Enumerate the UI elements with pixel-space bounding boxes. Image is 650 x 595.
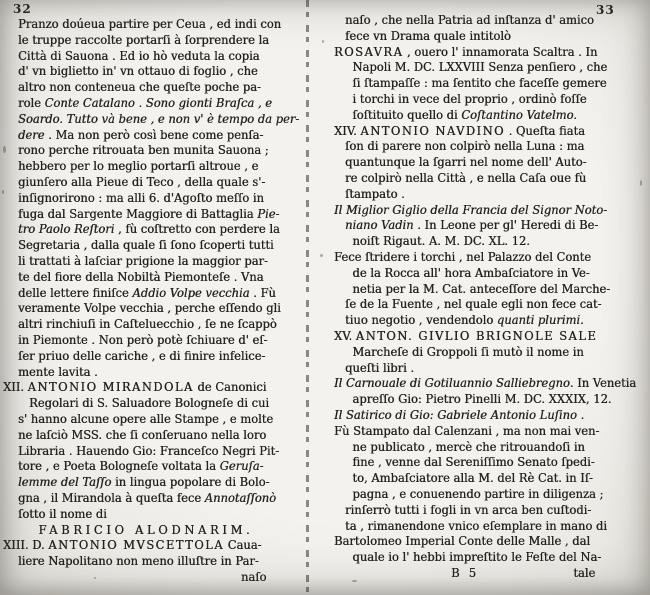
text-line: Libraria . Hauendo Gio: Franceſco Negri Pit- — [18, 442, 280, 458]
text-line: rinſerrò tutti i fogli in vn arca ben cuſtodi- — [345, 501, 592, 517]
text-line: inſignorirono : ma alli 6. d'Agoſto meſſo in — [18, 189, 264, 205]
page-number-left: 32 — [13, 2, 32, 16]
text-line: role Conte Catalano . Sono gionti Braſca , e — [18, 94, 273, 110]
text-line: Il Carnouale di Gotiluannio Salliebregno. In Venetia — [334, 375, 637, 391]
catchword: naſo — [240, 568, 267, 584]
text-line: pagna , e conuenendo partire in diligenza ; — [352, 485, 604, 501]
text-line: to, Ambaſciatore alla M. del Rè Cat. in Iſ- — [352, 470, 593, 486]
text-line: fece vn Drama quale intitolò — [345, 27, 511, 43]
text-line: fine , venne dal Sereniſſimo Senato ſpedi- — [352, 454, 595, 470]
text-line: liere Napolitano non meno illuſtre in Par- — [18, 553, 259, 569]
text-line: Fece ſtridere i torchi , nel Palazzo del Conte — [334, 248, 592, 264]
text-line: li trattati à laſciar prigione la maggior par- — [18, 252, 268, 268]
text-line: Bartolomeo Imperial Conte delle Malle , dal — [334, 533, 591, 549]
text-line: quale io l' hebbi impreſtito le Feſte del Na- — [352, 549, 602, 565]
text-line: dere . Ma non però così bene come penſa- — [18, 126, 264, 142]
page-right-text — [334, 12, 637, 581]
text-line: ſer priuo delle cariche , e di finire infelice- — [18, 347, 266, 363]
page-left-text — [3, 16, 304, 585]
text-line: ne publicato , mercè che ritrouandoſi in — [352, 438, 585, 454]
text-line: tore , e Poeta Bologneſe voltata la Geruſa- — [18, 458, 264, 474]
text-line: fuga dal Sargente Maggiore di Battaglia Pie- — [18, 205, 280, 221]
page-left — [0, 0, 305, 595]
text-line: Napoli M. DC. LXXVIII Senza penſiero , che — [352, 59, 608, 75]
text-line: rono perche ritrouata ben munita Sauona ; — [18, 142, 269, 158]
text-line: gna , il Mirandola à queſta fece Annotaſſonò — [18, 489, 277, 505]
text-line: quantunque la ſgarri nel nome dell' Auto- — [345, 154, 587, 170]
text-line: Marcheſe di Groppoli ſi mutò il nome in — [352, 343, 584, 359]
text-line: i torchi in vece del proprio , ordinò foſſe — [352, 90, 587, 106]
text-line: altri rinchiuſi in Caſteluecchio , ſe ne ſcappò — [18, 316, 277, 332]
text-line: ne laſciò MSS. che ſi conſeruano nella loro — [18, 426, 267, 442]
text-line: niano Vadin . In Leone per gl' Heredi di Be- — [345, 217, 599, 233]
text-line: Pranzo doúeua partire per Ceua , ed indi con — [18, 16, 282, 31]
text-line: veramente Volpe vecchia , perche eſſendo gli — [18, 300, 281, 316]
text-line: noiſt Rigaut. A. M. DC. XL. 12. — [352, 233, 530, 249]
text-line: s' hanno alcune opere alle Stampe , e molte — [18, 410, 274, 426]
text-line: Fù Stampato dal Calenzani , ma non mai ven- — [334, 422, 600, 438]
page-right — [312, 0, 650, 595]
text-line: XIII. D. ANTONIO MVSCETTOLA Caua- — [3, 537, 262, 553]
text-line: Città di Sauona . Ed io hò veduta la copia — [18, 47, 260, 63]
text-line: ſon di parere non colpirò nella Luna : ma — [345, 138, 585, 154]
text-line: ta , rimanendone vnico eſemplare in mano di — [345, 517, 607, 533]
text-line: ROSAVRA , ouero l' innamorata Scaltra . In — [334, 43, 598, 59]
text-line: giunſero alla Pieue di Teco , della quale s'- — [18, 173, 266, 189]
text-line: apreſſo Gio: Pietro Pinelli M. DC. XXXIX, 12. — [352, 391, 612, 407]
text-line: XIV. ANTONIO NAVDINO . Queſta fiata — [334, 122, 585, 138]
text-line: ſotto il nome di — [18, 505, 107, 521]
text-line: d' vn biglietto in' vn ottauo di foglio , che — [18, 63, 258, 79]
text-line: Regolari di S. Saluadore Bologneſe di cui — [29, 395, 270, 411]
text-line: ſtampato . — [345, 185, 405, 201]
text-line: Segretaria , dalla quale ſi ſono ſcoperti tutti — [18, 237, 274, 253]
text-line: re colpirò nella Città , e nella Caſa oue fù — [345, 169, 587, 185]
signature-line: B 5 tale — [451, 564, 596, 580]
text-line: in Piemonte . Non però potè ſchiuare d' eſ- — [18, 331, 268, 347]
text-line: ſi ſtampaſſe : ma ſentito che faceſſe gemere — [352, 75, 607, 91]
text-line: le truppe raccolte portarſi à ſorprendere la — [18, 31, 270, 47]
text-line: hebbero per lo meglio portarſi altroue , e — [18, 158, 259, 174]
text-line: de la Rocca all' hora Ambaſciatore in Ve- — [352, 264, 590, 280]
text-line: XV. ANTON. GIVLIO BRIGNOLE SALE — [334, 327, 598, 343]
text-line: tiuo negotio , vendendolo quanti plurimi. — [345, 312, 584, 328]
text-line: XII. ANTONIO MIRANDOLA de Canonici — [3, 379, 267, 395]
text-line: te del fiore della Nobiltà Piemonteſe . Vna — [18, 268, 264, 284]
text-line: altro non conteneua che queſte poche pa- — [18, 79, 261, 95]
text-line: queſti libri . — [345, 359, 415, 375]
text-line: lemme del Taſſo in lingua popolare di Bolo- — [18, 474, 270, 490]
page-number-right: 33 — [596, 3, 615, 17]
text-line: Il Miglior Giglio della Francia del Signor Noto- — [334, 201, 608, 217]
pseudonym-line: FABRICIO ALODNARIM. — [38, 521, 254, 537]
text-line: mente lavita . — [18, 363, 98, 379]
text-line: ſe de la Fuente , nel quale egli non fece cat- — [345, 296, 602, 312]
text-line: naſo , che nella Patria ad inſtanza d' amico — [345, 12, 594, 27]
text-line: netia per la M. Cat. anteceſſore del Marche- — [352, 280, 611, 296]
text-line: tro Paolo Reſtori , fù coſtretto con perdere la — [18, 221, 280, 237]
text-line: Il Satirico di Gio: Gabriele Antonio Luſino . — [334, 406, 585, 422]
text-line: Soardo. Tutto và bene , e non v' è tempo da per- — [18, 110, 300, 126]
text-line: ſoſtituito quello di Coſtantino Vatelmo. — [352, 106, 577, 122]
text-line: delle lettere finiſce Addio Volpe vecchia . Fù — [18, 284, 276, 300]
page-gutter-line — [306, 0, 309, 595]
